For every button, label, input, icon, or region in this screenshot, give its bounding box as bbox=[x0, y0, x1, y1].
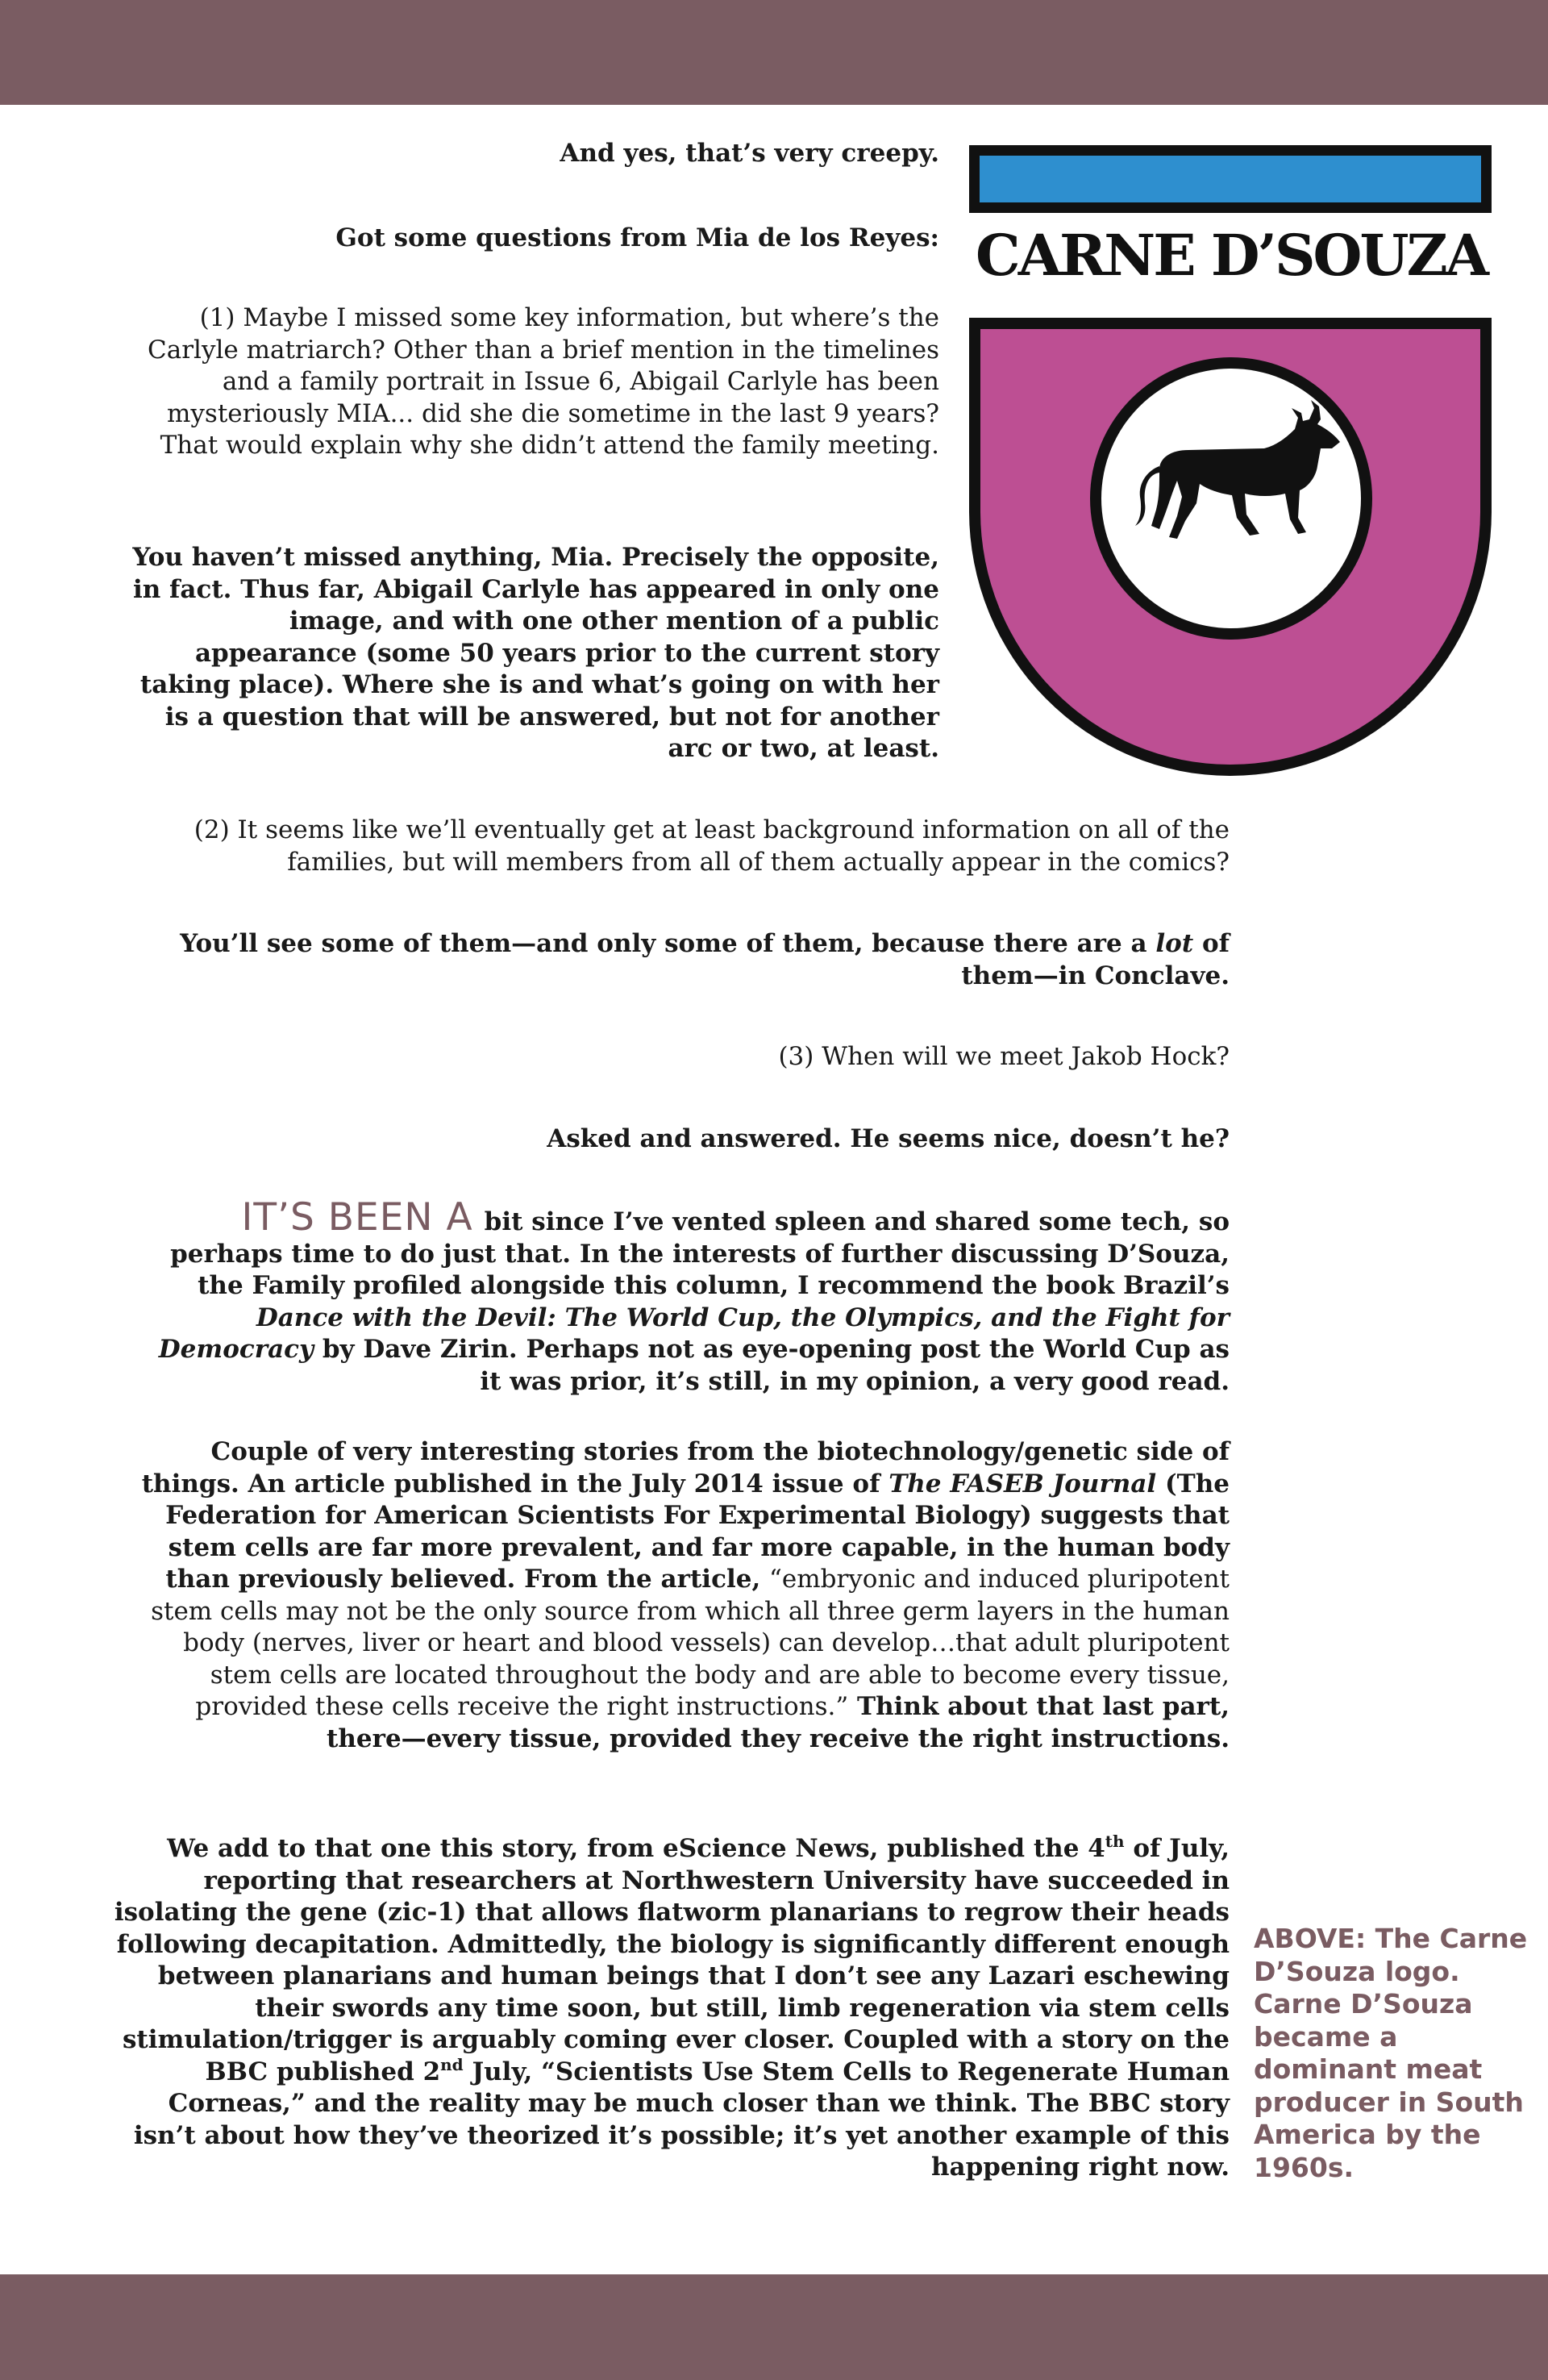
spleen-paragraph bbox=[129, 1195, 1230, 1398]
news-paragraph bbox=[113, 1833, 1230, 2184]
answer-2-emphasis: lot bbox=[1155, 929, 1194, 958]
logo-medallion bbox=[1101, 369, 1361, 628]
answer-2-text: You’ll see some of them—and only some of them, because there are a bbox=[180, 929, 1147, 958]
answer-3: Asked and answered. He seems nice, doesn’t he? bbox=[547, 1124, 1230, 1153]
drop-cap-lead: IT’S BEEN A bbox=[241, 1195, 473, 1240]
journal-title: The FASEB Journal bbox=[888, 1469, 1157, 1498]
news-text: We add to that one this story, from eScience News, published the 4 bbox=[167, 1834, 1105, 1863]
question-3: (3) When will we meet Jakob Hock? bbox=[778, 1042, 1230, 1071]
question-2: (2) It seems like we’ll eventually get at least background information on all of the families, but will members from all of them actually appear in the comics? bbox=[194, 815, 1230, 877]
book-title: Dance with the Devil: The World Cup, the Olympics, and the Fight for Democracy bbox=[158, 1303, 1230, 1364]
stem-cells-paragraph bbox=[129, 1436, 1230, 1755]
questions-intro: Got some questions from Mia de los Reyes: bbox=[335, 223, 939, 252]
stem-text-mid: (The Federation for American Scientists For Experimental Biology) suggests that stem cells are far more prevalent, and far more capable, in the human body than previously believed. From the article, bbox=[165, 1469, 1230, 1594]
logo-name: CARNE D’SOUZA bbox=[976, 222, 1487, 289]
news-text-mid: of July, reporting that researchers at Northwestern University have succeeded in isolating the gene (zic-1) that allows flatworm planarians to regrow their heads following decapitation. Admittedly, the biology is significantly different enough between planarians and human beings that I don’t see any Lazari eschewing their swords any time soon, but still, limb regeneration via stem cells stimulation/trigger is arguably coming ever closer. Coupled with a story on the BBC published 2 bbox=[114, 1834, 1230, 2086]
stem-text: Couple of very interesting stories from the biotechnology/genetic side of things. An article published in the July 2014 issue of bbox=[141, 1437, 1230, 1498]
logo-top-bar bbox=[980, 156, 1481, 202]
answer-1: You haven’t missed anything, Mia. Precisely the opposite, in fact. Thus far, Abigail Carlyle has appeared in only one image, and with one other mention of a public appearance (some 50 years prior to the current story taking place). Where she is and what’s going on with her is a question that will be answered, but not for another arc or two, at least. bbox=[132, 543, 939, 763]
logo-caption: ABOVE: The Carne D’Souza logo. Carne D’Souza became a dominant meat producer in South America by the 1960s. bbox=[1254, 1923, 1528, 2183]
bottom-band bbox=[0, 2274, 1548, 2380]
ordinal-nd: nd bbox=[440, 2054, 464, 2074]
spleen-text-end: by Dave Zirin. Perhaps not as eye-opening post the World Cup as it was prior, it’s still, in my opinion, a very good read. bbox=[322, 1335, 1230, 1396]
creepy-line: And yes, that’s very creepy. bbox=[560, 139, 939, 168]
answer-2 bbox=[129, 928, 1230, 992]
spleen-text: bit since I’ve vented spleen and shared some tech, so perhaps time to do just that. In the interests of further discussing D’Souza, the Family profiled alongside this column, I recommend the book Brazil’s bbox=[170, 1207, 1230, 1300]
answer-2-text-end: of them—in Conclave. bbox=[961, 929, 1230, 990]
news-text-end: July, “Scientists Use Stem Cells to Regenerate Human Corneas,” and the reality may be much closer than we think. The BBC story isn’t about how they’ve theorized it’s possible; it’s yet another example of this happening right now. bbox=[133, 2057, 1230, 2182]
top-band bbox=[0, 0, 1548, 105]
stem-text-end: Think about that last part, there—every tissue, provided they receive the right instructions. bbox=[327, 1692, 1230, 1753]
question-1: (1) Maybe I missed some key information, but where’s the Carlyle matriarch? Other than a brief mention in the timelines and a family portrait in Issue 6, Abigail Carlyle has been mysteriously MIA... did she die sometime in the last 9 years? That would explain why she didn’t attend the family meeting. bbox=[148, 303, 939, 460]
article-quote: “embryonic and induced pluripotent stem cells may not be the only source from which all three germ layers in the human body (nerves, liver or heart and blood vessels) can develop…that adult pluripotent stem cells are located throughout the body and are able to become every tissue, provided these cells receive the right instructions.” bbox=[151, 1565, 1230, 1721]
ordinal-th: th bbox=[1105, 1832, 1125, 1851]
